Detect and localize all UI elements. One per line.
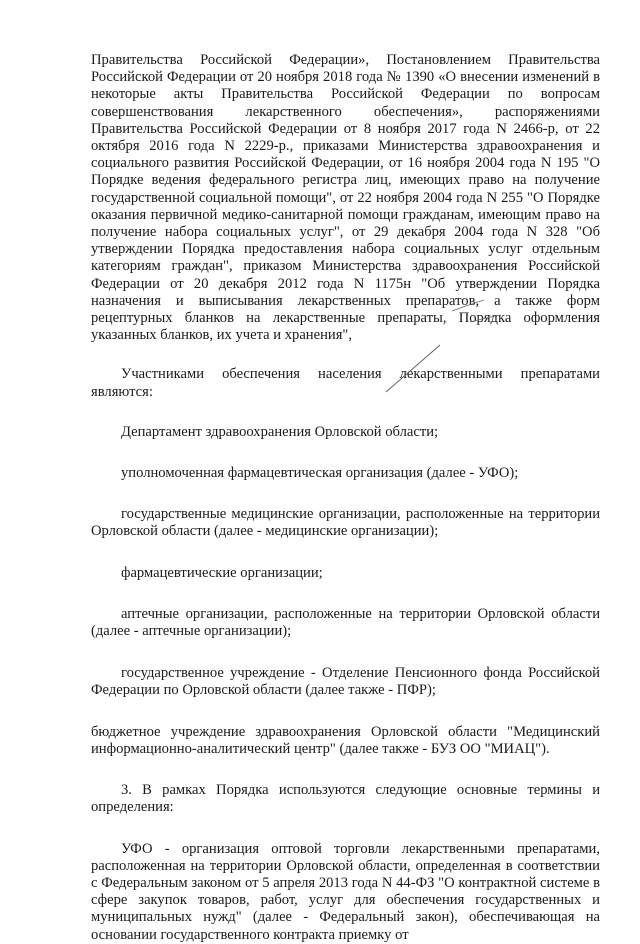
paragraph-ufo-definition: УФО - организация оптовой торговли лекарственными препаратами, расположенная на территории Орловской области, определенная в соответствии с Федеральным законом от 5 апреля 2013 года N 44-ФЗ "О контрактной системе в сфере закупок товаров, работ, услуг для обеспечения государственных и муниципальных нужд" (далее - Федеральный закон), обеспечивающая на основании государственного контракта приемку от [91,840,600,943]
paragraph-miac: бюджетное учреждение здравоохранения Орловской области "Медицинский информационно-аналитический центр" (далее также - БУЗ ОО "МИАЦ"). [91,723,600,757]
paragraph-pension-fund: государственное учреждение - Отделение Пенсионного фонда Российской Федерации по Орловской области (далее также - ПФР); [91,665,600,699]
paragraph-participants-intro: Участниками обеспечения населения лекарственными препаратами являются: [91,366,600,400]
paragraph-terms-intro: 3. В рамках Порядка используются следующие основные термины и определения: [91,782,600,816]
paragraph-authorized-pharma-org: уполномоченная фармацевтическая организация (далее - УФО); [121,465,519,482]
paragraph-legal-basis-continuation: Правительства Российской Федерации», Постановлением Правительства Российской Федерации от 20 ноября 2018 года № 1390 «О внесении изменений в некоторые акты Правительства Российской Федерации по вопросам совершенствования лекарственного обеспечения», распоряжениями Правительства Российской Федерации от 8 ноября 2017 года N 2466-р, от 22 октября 2016 года N 2229-р., приказами Министерства здравоохранения и социального развития Российской Федерации, от 16 ноября 2004 года N 195 "О Порядке ведения федерального регистра лиц, имеющих право на получение государственной социальной помощи", от 22 ноября 2004 года N 255 "О Порядке оказания первичной медико-санитарной помощи гражданам, имеющим право на получение набора социальных услуг", от 29 декабря 2004 года N 328 "Об утверждении Порядка предоставления набора социальных услуг отдельным категориям граждан", приказом Министерства здравоохранения Российской Федерации от 20 декабря 2012 года N 1175н "Об утверждении Порядка назначения и выписывания лекарственных препаратов, а также форм рецептурных бланков на лекарственные препараты, Порядка оформления указанных бланков, их учета и хранения", [91,52,600,344]
paragraph-pharma-orgs: фармацевтические организации; [121,564,323,581]
paragraph-health-department: Департамент здравоохранения Орловской области; [121,423,439,440]
paragraph-medical-orgs: государственные медицинские организации, расположенные на территории Орловской области (далее - медицинские организации); [91,506,600,540]
paragraph-pharmacy-orgs: аптечные организации, расположенные на территории Орловской области (далее - аптечные организации); [91,605,600,640]
